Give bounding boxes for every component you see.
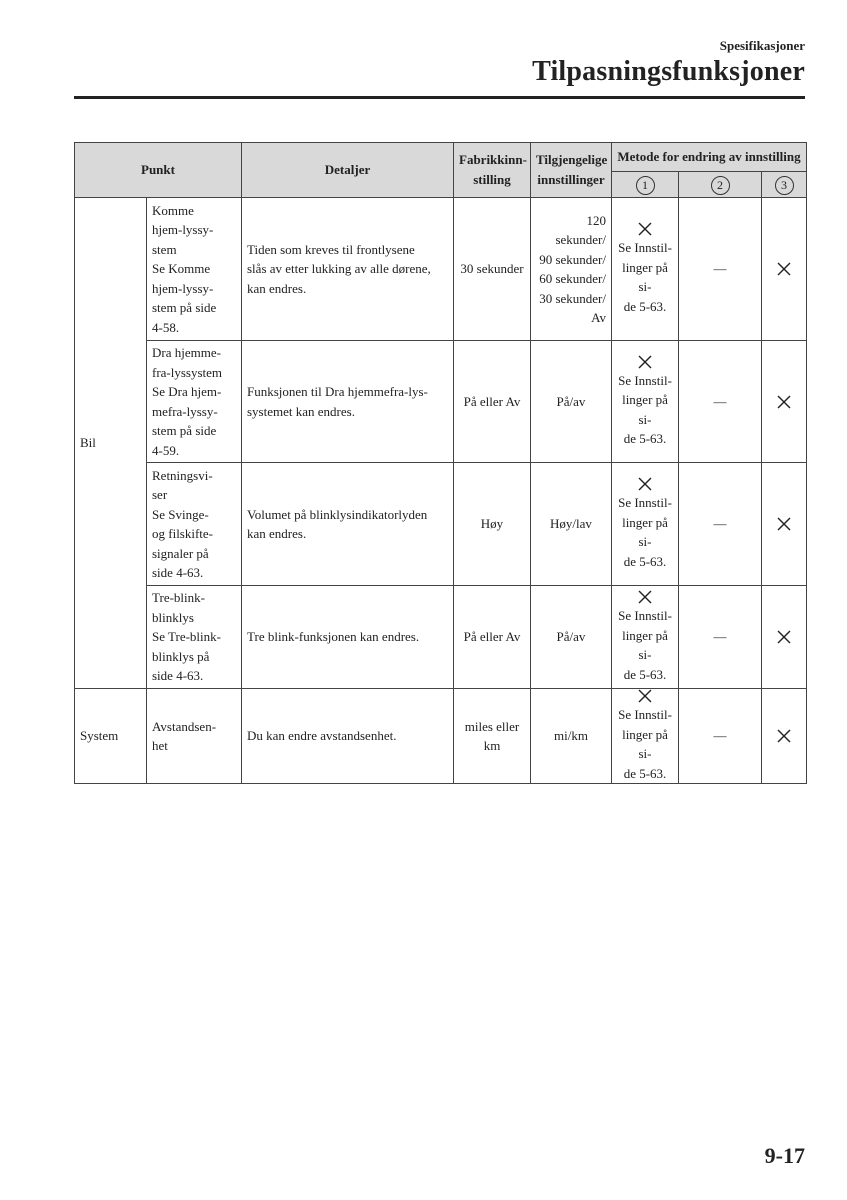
method-1-text-line: Se Innstil-	[618, 495, 672, 510]
header-tilgjengelige	[531, 143, 612, 198]
cross-icon	[777, 729, 791, 743]
available-line: mi/km	[554, 728, 588, 744]
details-cell	[242, 689, 454, 784]
method-1-text-line: linger på si-	[622, 392, 668, 427]
item-cell	[147, 463, 242, 586]
item-line: fra-lyssystem	[152, 364, 223, 380]
details-line: Tre blink-funksjonen kan endres.	[247, 629, 420, 645]
details-line: slås av etter lukking av alle dørene,	[247, 261, 431, 277]
cross-icon	[777, 395, 791, 409]
item-cell	[147, 198, 242, 341]
method-1-text-line: de 5-63.	[623, 298, 667, 314]
available-line: Av	[591, 310, 606, 325]
dash-mark: —	[713, 629, 727, 645]
method-1-cell	[612, 341, 679, 463]
circled-2-icon: 2	[711, 176, 730, 195]
table-row	[75, 463, 807, 586]
group-name: Bil	[75, 198, 147, 689]
header-detaljer: Detaljer	[242, 143, 454, 198]
item-line: Se Komme	[152, 261, 211, 277]
method-1-text-line: Se Innstil-	[618, 372, 672, 388]
specification-table	[74, 142, 807, 784]
method-1-cell	[612, 586, 679, 689]
available-line: På/av	[556, 393, 586, 409]
section-label: Spesifikasjoner	[719, 38, 805, 53]
dash-mark: —	[713, 516, 727, 532]
method-1-text-line: linger på si-	[622, 627, 668, 662]
details-line: Volumet på blinklysindikatorlyden	[247, 506, 428, 522]
page-number: 9-17	[764, 1143, 805, 1168]
dash-mark: —	[713, 261, 727, 277]
details-line: Tiden som kreves til frontlysene	[247, 241, 415, 257]
page-title: Tilpasningsfunksjoner	[532, 56, 805, 87]
details-cell	[242, 341, 454, 463]
item-line: signaler på	[152, 545, 209, 561]
factory-setting-cell: Høy	[454, 463, 531, 586]
details-line: systemet kan endres.	[247, 403, 355, 419]
item-line: stem	[152, 241, 177, 257]
dash-mark: —	[713, 728, 727, 744]
item-line: Tre-blink-	[152, 590, 205, 606]
details-line: kan endres.	[247, 280, 307, 296]
item-line: Komme	[152, 202, 194, 218]
details-line: Du kan endre avstandsenhet.	[247, 728, 397, 744]
header-tilgjengelige-line1: Tilgjengelige	[536, 152, 608, 167]
header-metode: Metode for endring av innstilling	[612, 143, 807, 172]
method-2-cell	[679, 586, 762, 689]
details-cell	[242, 586, 454, 689]
available-settings-cell	[531, 586, 612, 689]
item-line: Retningsvi-	[152, 467, 213, 483]
details-cell	[242, 463, 454, 586]
item-line: Se Dra hjem-	[152, 384, 222, 399]
cross-icon	[777, 630, 791, 644]
table-row	[75, 198, 807, 341]
table-body	[75, 198, 807, 784]
item-line: blinklys	[152, 609, 194, 625]
header-punkt: Punkt	[75, 143, 242, 198]
header-fabrikkinnstilling-line1: Fabrikkinn-	[459, 152, 527, 167]
factory-setting-cell: På eller Av	[454, 586, 531, 689]
circled-1-icon: 1	[636, 176, 655, 195]
header-fabrikkinnstilling-line2: stilling	[473, 172, 511, 187]
dash-mark: —	[713, 393, 727, 409]
method-1-text-line: de 5-63.	[623, 666, 667, 682]
item-line: stem på side	[152, 423, 217, 438]
method-3-cell	[762, 198, 807, 341]
item-line: 4-59.	[152, 442, 180, 458]
item-line: hjem-lyssy-	[152, 222, 214, 238]
item-cell	[147, 689, 242, 784]
method-1-cell	[612, 198, 679, 341]
available-line: Høy/lav	[550, 516, 592, 532]
item-line: blinklys på	[152, 648, 210, 664]
method-1-text-line: Se Innstil-	[618, 240, 672, 255]
method-1-text-line: linger på si-	[622, 514, 668, 549]
item-line: 4-58.	[152, 319, 180, 335]
item-cell	[147, 341, 242, 463]
item-line: Se Tre-blink-	[152, 629, 221, 645]
header-method-3	[762, 172, 807, 198]
item-line: side 4-63.	[152, 668, 204, 684]
header-method-1	[612, 172, 679, 198]
header-fabrikkinnstilling	[454, 143, 531, 198]
available-settings-cell	[531, 198, 612, 341]
cross-icon	[777, 262, 791, 276]
group-name: System	[75, 689, 147, 784]
method-1-text-line: de 5-63.	[623, 765, 667, 781]
method-3-cell	[762, 586, 807, 689]
item-line: Dra hjemme-	[152, 345, 221, 360]
cross-icon	[638, 222, 652, 236]
header-tilgjengelige-line2: innstillinger	[537, 172, 605, 187]
available-line: På/av	[556, 629, 586, 645]
item-line: Avstandsen-	[152, 718, 217, 734]
cross-icon	[638, 689, 652, 703]
details-line: Funksjonen til Dra hjemmefra-lys-	[247, 384, 428, 399]
item-line: side 4-63.	[152, 565, 204, 580]
available-line: 60 sekunder/	[539, 271, 606, 286]
available-settings-cell	[531, 689, 612, 784]
method-1-text-line: Se Innstil-	[618, 608, 672, 623]
item-line: ser	[152, 487, 168, 502]
method-2-cell	[679, 689, 762, 784]
factory-setting-cell: miles eller km	[454, 689, 531, 784]
available-line: 30 sekunder/	[539, 290, 606, 306]
item-line: mefra-lyssy-	[152, 403, 218, 419]
cross-icon	[638, 590, 652, 604]
details-line: kan endres.	[247, 526, 307, 541]
table-row	[75, 689, 807, 784]
table-row	[75, 586, 807, 689]
factory-setting-cell: På eller Av	[454, 341, 531, 463]
method-1-cell	[612, 689, 679, 784]
available-line: 120 sekunder/	[555, 212, 606, 247]
item-line: het	[152, 738, 168, 753]
cross-icon	[638, 355, 652, 369]
available-line: 90 sekunder/	[539, 251, 606, 267]
method-2-cell	[679, 463, 762, 586]
factory-setting-cell: 30 sekunder	[454, 198, 531, 341]
cross-icon	[777, 517, 791, 531]
available-settings-cell	[531, 463, 612, 586]
details-cell	[242, 198, 454, 341]
item-cell	[147, 586, 242, 689]
method-1-text-line: Se Innstil-	[618, 707, 672, 722]
item-line: stem på side	[152, 300, 217, 316]
method-1-cell	[612, 463, 679, 586]
method-3-cell	[762, 341, 807, 463]
item-line: og filskifte-	[152, 526, 214, 541]
item-line: Se Svinge-	[152, 506, 209, 522]
available-settings-cell	[531, 341, 612, 463]
item-line: hjem-lyssy-	[152, 280, 214, 296]
method-3-cell	[762, 463, 807, 586]
cross-icon	[638, 477, 652, 491]
method-2-cell	[679, 341, 762, 463]
circled-3-icon: 3	[775, 176, 794, 195]
method-1-text-line: linger på si-	[622, 726, 668, 761]
method-1-text-line: de 5-63.	[623, 553, 667, 569]
method-1-text-line: de 5-63.	[623, 431, 667, 446]
header-method-2	[679, 172, 762, 198]
table-row	[75, 341, 807, 463]
method-3-cell	[762, 689, 807, 784]
title-rule	[74, 96, 805, 99]
method-1-text-line: linger på si-	[622, 259, 668, 294]
method-2-cell	[679, 198, 762, 341]
